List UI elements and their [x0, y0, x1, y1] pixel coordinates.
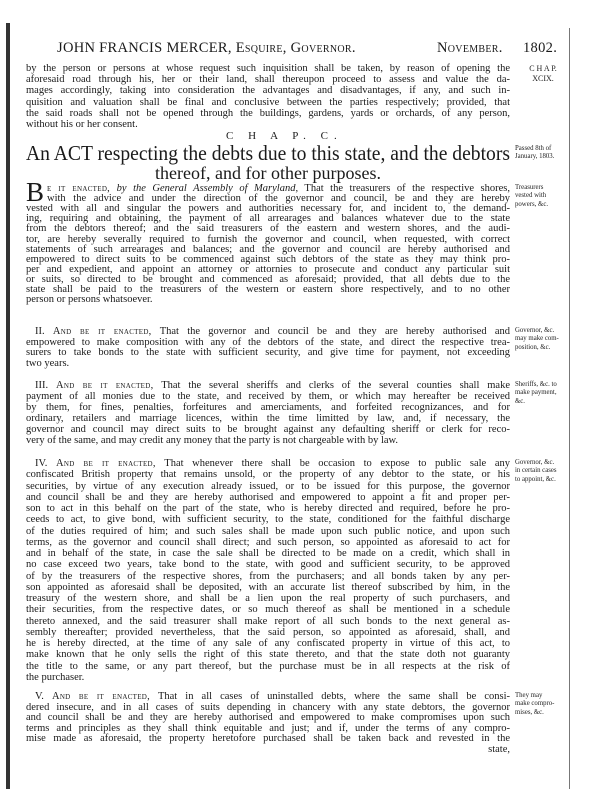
text-line-content [26, 348, 510, 358]
section-line [26, 527, 510, 537]
text-run: confiscated British property that remains unsold, or the property of any debtor to the state, or his [26, 469, 510, 481]
text-line-content [26, 734, 510, 744]
text-line-content [26, 504, 510, 514]
text-run: That the governor and council be and they are hereby authorised and [159, 326, 511, 337]
section-line [26, 713, 510, 723]
text-run: or suits, so directed to be brought and commenced as aforesaid; provided, that all debts due to the [26, 273, 510, 285]
page-binding-edge [6, 23, 10, 789]
text-run: That the several sheriffs and clerks of the several counties shall make [161, 380, 511, 391]
governor-title: Esquire, Governor. [235, 40, 356, 56]
section-line [26, 338, 510, 348]
section-line [26, 359, 510, 369]
enacting-authority: by the General Assembly of Maryland, [116, 183, 299, 194]
text-run: mages accordingly, taking into consideration the advantages and disadvantages, if any, and such in- [26, 85, 510, 97]
text-run: the title to the same, or any part thereof, but the purchase must be in all respects at the risk of [26, 660, 510, 672]
paragraph-line [26, 295, 510, 305]
governor-name: JOHN FRANCIS MERCER, [57, 40, 232, 56]
enacted-formula: And be it enacted, [51, 691, 151, 702]
text-run: of the duties required of him; and such sales shall be made upon such public notice, and upon such [26, 525, 510, 537]
text-run: tor, are hereby severally required to furnish the governor and council, when requested, with correct [26, 233, 510, 245]
section-line [26, 549, 510, 559]
text-run: terms and principles as they shall think equitable and just; and if, under the terms of any compro- [26, 722, 510, 734]
paragraph-line [26, 86, 510, 96]
text-run: quisition and valuation shall be final and conclusive between the parties respectively; provided, that [26, 96, 510, 108]
text-run: thereto annexed, and the said treasurer shall make report of all such bonds to the next general as- [26, 615, 510, 627]
margin-note [515, 327, 571, 352]
margin-note-line: position, &c. [515, 343, 551, 351]
section-number: II. [35, 326, 45, 337]
section-line [35, 327, 510, 337]
enacted-formula: And be it enacted, [56, 380, 154, 391]
text-run: That the treasurers of the respective shores, [304, 183, 511, 194]
text-run: ordinary, retailers and marriage licences, within the time limitted by law, and, if necessary, the [26, 413, 510, 424]
margin-note-line: may make com- [515, 335, 559, 343]
margin-note [515, 381, 571, 406]
text-line-content [26, 75, 510, 85]
text-line-content [26, 713, 510, 723]
margin-note-line: in certain cases [515, 467, 557, 475]
text-line-content [26, 436, 398, 446]
margin-note-line: powers, &c. [515, 200, 549, 208]
text-run: son to act in this behalf on the part of the state, who is hereby directed and required, before he pro- [26, 503, 510, 515]
text-run: with the advice and under the direction of the governor and council, be and they are hereby [47, 193, 510, 205]
text-run: from the debtors thereof; and the said treasurers of the eastern and western shores, and the audi- [26, 223, 510, 235]
text-line-content [35, 459, 510, 469]
margin-note-line: make payment, [515, 389, 557, 397]
section-number: III. [35, 380, 49, 391]
text-line-content [26, 403, 510, 413]
section-line [26, 392, 510, 402]
section-line [26, 594, 510, 604]
act-title-line-2: thereof, and for other purposes. [155, 163, 381, 183]
text-run: That in all cases of uninstalled debts, where the same shall be consi- [157, 691, 511, 702]
section-line [26, 605, 510, 615]
margin-note-line: Passed 8th of [515, 145, 552, 152]
section-line [26, 538, 510, 548]
section-line [26, 650, 510, 660]
margin-note-line: C H A P. [529, 64, 557, 73]
margin-note-line: January, 1803. [515, 153, 555, 161]
margin-note-line: vested with [515, 192, 547, 200]
text-line-content [26, 605, 510, 615]
section-line [26, 745, 510, 755]
text-line-content [26, 482, 510, 492]
text-run: by them, for fines, penalties, forfeitures and amerciaments, and forfeited recognizances, and for [26, 402, 510, 413]
section-line [26, 724, 510, 734]
section-number: IV. [35, 458, 48, 469]
text-run: ing, requiring and obtaining, the payment of all arrearages and balances whatever due to the state [26, 213, 510, 225]
act-title-line-1 [26, 143, 510, 163]
section-line [26, 425, 510, 435]
text-line-content [26, 392, 510, 402]
section-line [26, 734, 510, 744]
section-line [26, 348, 510, 358]
running-header-name [57, 40, 356, 57]
text-run: without his or her consent. [26, 119, 138, 130]
chapter-heading: C H A P. C. [226, 130, 343, 142]
text-run: dered insecure, and in all cases of suits depending in chancery with any state debtors, the governor [26, 701, 510, 713]
text-line-content [26, 583, 510, 593]
text-run: empowered to direct suits to be commenced against such debtors of the state as they may think pro- [26, 253, 510, 265]
text-line-content [26, 493, 510, 503]
text-line-content [26, 639, 510, 649]
text-run: securities, by virtue of any execution already issued, or to be issued for this purpose, the governor [26, 480, 510, 492]
text-line-content [26, 549, 510, 559]
text-line-content [26, 703, 510, 713]
section-line [26, 493, 510, 503]
text-line-content [26, 572, 510, 582]
text-run: surers to take bonds to the state with sufficient security, and give time for payment, not exceeding [26, 347, 510, 358]
margin-note-line: Governor, &c. [515, 459, 555, 466]
paragraph-line [26, 120, 510, 130]
margin-note-line: Treasurers [515, 184, 544, 191]
text-run: terms, as the governor and council shall direct; and such person, so appointed as aforesaid to act for [26, 536, 510, 548]
text-line-content [26, 414, 510, 424]
text-run: and council shall be and they are hereby authorised and empowered to make compromises upon such [26, 712, 510, 723]
section-line [26, 628, 510, 638]
margin-note-line: Sheriffs, &c. to [515, 381, 557, 388]
text-line-content [26, 295, 153, 305]
section-line [26, 662, 510, 672]
text-line-content [35, 381, 510, 391]
act-title-text: An ACT respecting the debts due to this state, and the debtors [26, 141, 510, 165]
text-line-content [26, 650, 510, 660]
text-line-content [26, 538, 510, 548]
section-line [26, 515, 510, 525]
text-run: the purchaser. [26, 671, 85, 683]
section-line [26, 560, 510, 570]
text-run: mise made as aforesaid, the property heretofore purchased shall be taken back and revested in the [26, 733, 510, 744]
text-line-content [35, 692, 510, 702]
text-run: make known that he only sells the right of this state thereto, and that the state doth not guaranty [26, 649, 510, 661]
enacted-formula: And be it enacted, [56, 458, 156, 469]
section-line [26, 403, 510, 413]
text-run: vested with all and singular the powers and authorities necessary for, and incident to, the demand- [26, 203, 510, 215]
text-run: son appointed as aforesaid shall be deposited, with an accurate list thereof subscribed by him, in the [26, 581, 510, 593]
text-run: That whenever there shall be occasion to expose to public sale any [164, 458, 511, 469]
text-line-content [26, 617, 510, 627]
text-line-content [26, 628, 510, 638]
text-line-content [488, 745, 510, 755]
enacted-formula: And be it enacted, [52, 326, 152, 337]
text-line-content [26, 425, 510, 435]
margin-note [515, 145, 571, 162]
paragraph-line [26, 64, 510, 74]
paragraph-line [26, 75, 510, 85]
running-header-month: November. [437, 40, 503, 56]
text-line-content [26, 338, 510, 348]
text-run: very of the same, and may credit any money that the party is not chargeable with by law. [26, 435, 399, 446]
text-run: their securities, from the respective dates, or so much thereof as shall be mentioned in a schedule [26, 604, 510, 616]
margin-note-line: They may [515, 692, 543, 699]
margin-note-line: XCIX. [532, 74, 554, 83]
text-run: governor and council may direct suits to be brought against any defaulting sheriff or clerk for reco- [26, 424, 510, 435]
margin-rule [569, 28, 570, 789]
margin-note [515, 184, 571, 209]
text-line-content [26, 560, 510, 570]
text-run: the said roads shall not be opened through the buildings, gardens, yards or orchards, of any person, [26, 107, 510, 119]
text-line-content [26, 120, 138, 130]
section-line [26, 572, 510, 582]
text-run: two years. [26, 357, 70, 369]
text-line-content [26, 86, 510, 96]
text-run: of by the treasurers of the respective shores, from the purchasers; and all bonds taken by any per- [26, 570, 510, 582]
margin-note [515, 459, 571, 484]
section-line [26, 436, 510, 446]
margin-note-line: mises, &c. [515, 708, 544, 716]
text-line-content [26, 98, 510, 108]
text-line-content [26, 359, 69, 369]
section-line [35, 459, 510, 469]
margin-note [515, 692, 571, 717]
text-run: he is hereby directed, at the time of any sale of any confiscated property in virtue of this act, to [26, 638, 510, 650]
paragraph-line [26, 109, 510, 119]
text-run: state, [488, 743, 510, 755]
paragraph-line [26, 98, 510, 108]
text-run: and council shall be and they are hereby authorised and empowered to appoint a fit and proper per- [26, 491, 510, 503]
text-run: treasury of the western shore, and shall be a lien upon the real property of such purchasers, and [26, 593, 510, 605]
text-line-content [26, 673, 84, 683]
section-number: V. [35, 691, 44, 702]
margin-note-line: to appoint, &c. [515, 475, 556, 483]
section-line [26, 414, 510, 424]
text-run: payment of all monies due to the state, and received by them, or which may hereafter be received [26, 391, 510, 402]
text-line-content [26, 527, 510, 537]
text-line-content [26, 470, 510, 480]
section-line [26, 617, 510, 627]
text-line-content [26, 109, 510, 119]
running-header-year: 1802. [523, 40, 558, 56]
section-line [26, 504, 510, 514]
text-line-content [35, 327, 510, 337]
section-line [26, 470, 510, 480]
text-run: person or persons whatsoever. [26, 294, 153, 306]
text-run: sembly thereafter; provided nevertheless, that the said person, so appointed as aforesaid, shall, and [26, 626, 510, 638]
text-run: per and expedient, and appoint an attorney or attornies to prosecute and conduct any particular suit [26, 263, 510, 275]
text-line-content [26, 724, 510, 734]
text-run: and in behalf of the state, in case the sale shall be directed to be made on a credit, which shall in [26, 548, 510, 560]
text-line-content [26, 515, 510, 525]
section-line [26, 673, 510, 683]
text-run: by the person or persons at whose request such inquisition shall be taken, by reason of opening the [26, 63, 510, 74]
text-run: no case exceed two years, take bond to the state, with good and sufficient security, to be approved [26, 559, 510, 571]
section-line [26, 639, 510, 649]
enacted-formula: e it enacted, [47, 183, 111, 194]
margin-note-line: make compro- [515, 700, 555, 708]
text-run: aforesaid road through his, her or their land, shall thereupon proceed to assess and value the da- [26, 74, 510, 86]
section-line [35, 692, 510, 702]
section-line [26, 703, 510, 713]
section-line [26, 583, 510, 593]
text-line-content [26, 64, 510, 74]
section-line [35, 381, 510, 391]
text-run: state shall be paid to the treasurers of the western or eastern shore respectively, and to no other [26, 284, 510, 295]
section-line [26, 482, 510, 492]
drop-cap: B [26, 177, 45, 207]
margin-note-line: &c. [515, 397, 526, 405]
text-run: empowered to make composition with any of the debtors of the state, and direct the respective trea- [26, 336, 510, 348]
text-run: statements of such arrearages and balances; and the governor and council are hereby authorised and [26, 243, 510, 255]
text-line-content [26, 662, 510, 672]
text-line-content [26, 594, 510, 604]
text-run: ceeds to act, to give bond, with sufficient security, to the state, conditioned for the faithful discharge [26, 514, 510, 526]
margin-note-line: Governor, &c. [515, 327, 555, 334]
margin-note [515, 64, 571, 84]
